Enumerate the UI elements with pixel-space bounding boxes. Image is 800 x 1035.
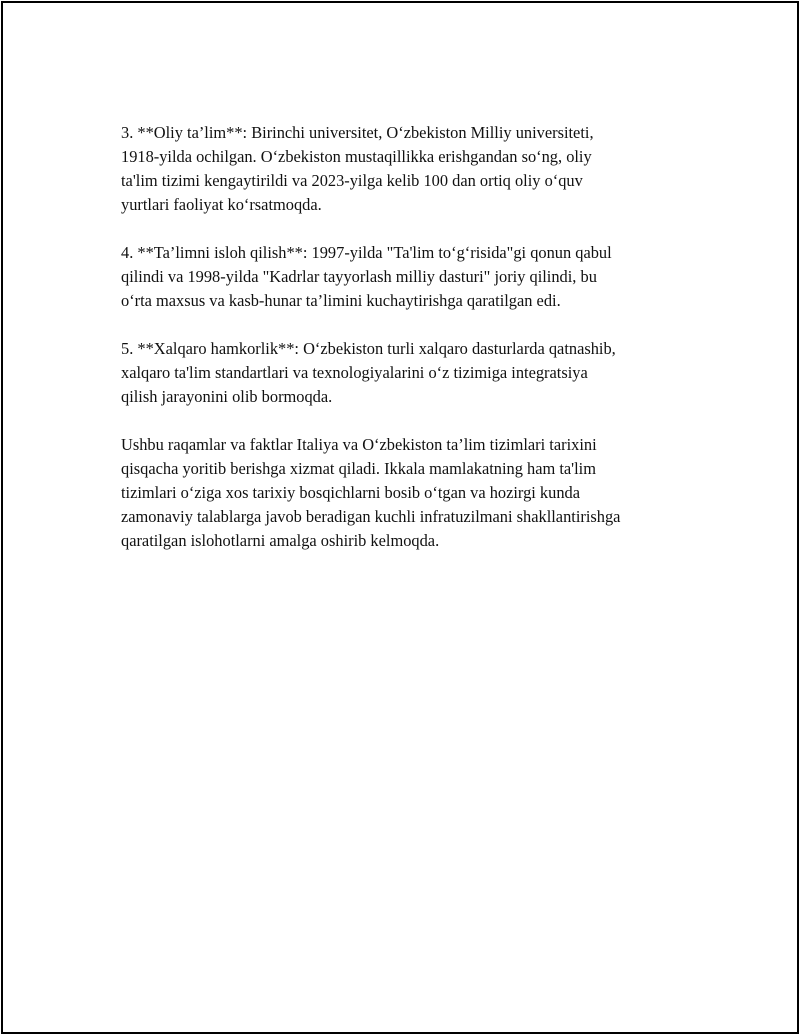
text-line: qilish jarayonini olib bormoqda. bbox=[121, 387, 333, 406]
text-line: ta'lim tizimi kengaytirildi va 2023-yilga kelib 100 dan ortiq oliy o‘quv bbox=[121, 171, 583, 190]
text-line: Ushbu raqamlar va faktlar Italiya va O‘zbekiston ta’lim tizimlari tarixini bbox=[121, 435, 597, 454]
paragraph-xalqaro-hamkorlik bbox=[121, 337, 701, 409]
paragraph-oliy-talim bbox=[121, 121, 701, 217]
text-line: qisqacha yoritib berishga xizmat qiladi. Ikkala mamlakatning ham ta'lim bbox=[121, 459, 596, 478]
paragraph-talimni-isloh bbox=[121, 241, 701, 313]
text-line: tizimlari o‘ziga xos tarixiy bosqichlarni bosib o‘tgan va hozirgi kunda bbox=[121, 483, 580, 502]
text-line: xalqaro ta'lim standartlari va texnologiyalarini o‘z tizimiga integratsiya bbox=[121, 363, 588, 382]
text-line: 5. **Xalqaro hamkorlik**: O‘zbekiston turli xalqaro dasturlarda qatnashib, bbox=[121, 339, 616, 358]
document-body bbox=[121, 121, 701, 577]
text-line: qilindi va 1998-yilda "Kadrlar tayyorlash milliy dasturi" joriy qilindi, bu bbox=[121, 267, 597, 286]
text-line: yurtlari faoliyat ko‘rsatmoqda. bbox=[121, 195, 322, 214]
text-line: qaratilgan islohotlarni amalga oshirib kelmoqda. bbox=[121, 531, 440, 550]
document-page bbox=[1, 1, 799, 1034]
text-line: o‘rta maxsus va kasb-hunar ta’limini kuchaytirishga qaratilgan edi. bbox=[121, 291, 561, 310]
text-line: 3. **Oliy ta’lim**: Birinchi universitet, O‘zbekiston Milliy universiteti, bbox=[121, 123, 594, 142]
text-line: 4. **Ta’limni isloh qilish**: 1997-yilda "Ta'lim to‘g‘risida"gi qonun qabul bbox=[121, 243, 612, 262]
text-line: zamonaviy talablarga javob beradigan kuchli infratuzilmani shakllantirishga bbox=[121, 507, 621, 526]
text-line: 1918-yilda ochilgan. O‘zbekiston mustaqillikka erishgandan so‘ng, oliy bbox=[121, 147, 592, 166]
paragraph-xulosa bbox=[121, 433, 701, 553]
